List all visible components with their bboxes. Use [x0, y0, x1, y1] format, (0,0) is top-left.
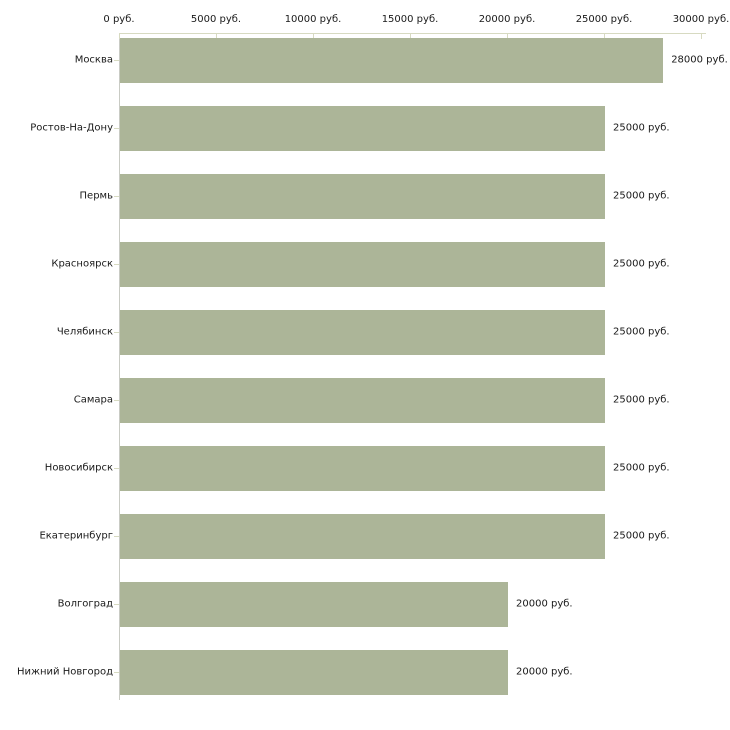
- x-axis-tick-label: 25000 руб.: [575, 14, 633, 25]
- value-label: 20000 руб.: [516, 598, 573, 610]
- x-axis-tick-label: 15000 руб.: [381, 14, 439, 25]
- value-label: 25000 руб.: [613, 258, 670, 270]
- x-axis-tick-label: 10000 руб.: [284, 14, 342, 25]
- category-label: Москва: [74, 54, 113, 66]
- x-axis-tick-label: 5000 руб.: [190, 14, 242, 25]
- category-tick-mark: [114, 60, 119, 61]
- x-axis-tick-label: 20000 руб.: [478, 14, 536, 25]
- category-tick-mark: [114, 332, 119, 333]
- category-label: Красноярск: [51, 258, 113, 270]
- value-label: 25000 руб.: [613, 122, 670, 134]
- category-tick-mark: [114, 468, 119, 469]
- x-axis-tick-label: 0 руб.: [103, 14, 135, 25]
- bar: [120, 514, 605, 559]
- category-label: Ростов-На-Дону: [30, 122, 113, 134]
- bar: [120, 378, 605, 423]
- category-tick-mark: [114, 672, 119, 673]
- x-axis-tick-mark: [701, 33, 702, 39]
- category-tick-mark: [114, 400, 119, 401]
- value-label: 20000 руб.: [516, 666, 573, 678]
- value-label: 25000 руб.: [613, 326, 670, 338]
- category-label: Волгоград: [57, 598, 113, 610]
- bar: [120, 106, 605, 151]
- category-tick-mark: [114, 196, 119, 197]
- bar: [120, 38, 663, 83]
- category-tick-mark: [114, 264, 119, 265]
- category-label: Челябинск: [56, 326, 113, 338]
- category-label: Нижний Новгород: [16, 666, 113, 678]
- value-label: 28000 руб.: [671, 54, 728, 66]
- bar: [120, 174, 605, 219]
- category-label: Самара: [73, 394, 113, 406]
- category-label: Екатеринбург: [39, 530, 113, 542]
- category-label: Пермь: [79, 190, 113, 202]
- category-tick-mark: [114, 128, 119, 129]
- bar: [120, 650, 508, 695]
- bar: [120, 310, 605, 355]
- bar: [120, 446, 605, 491]
- category-label: Новосибирск: [44, 462, 113, 474]
- value-label: 25000 руб.: [613, 190, 670, 202]
- x-axis-line: [119, 33, 706, 34]
- value-label: 25000 руб.: [613, 530, 670, 542]
- category-tick-mark: [114, 536, 119, 537]
- value-label: 25000 руб.: [613, 394, 670, 406]
- value-label: 25000 руб.: [613, 462, 670, 474]
- bar: [120, 582, 508, 627]
- category-tick-mark: [114, 604, 119, 605]
- x-axis-tick-label: 30000 руб.: [672, 14, 730, 25]
- bar: [120, 242, 605, 287]
